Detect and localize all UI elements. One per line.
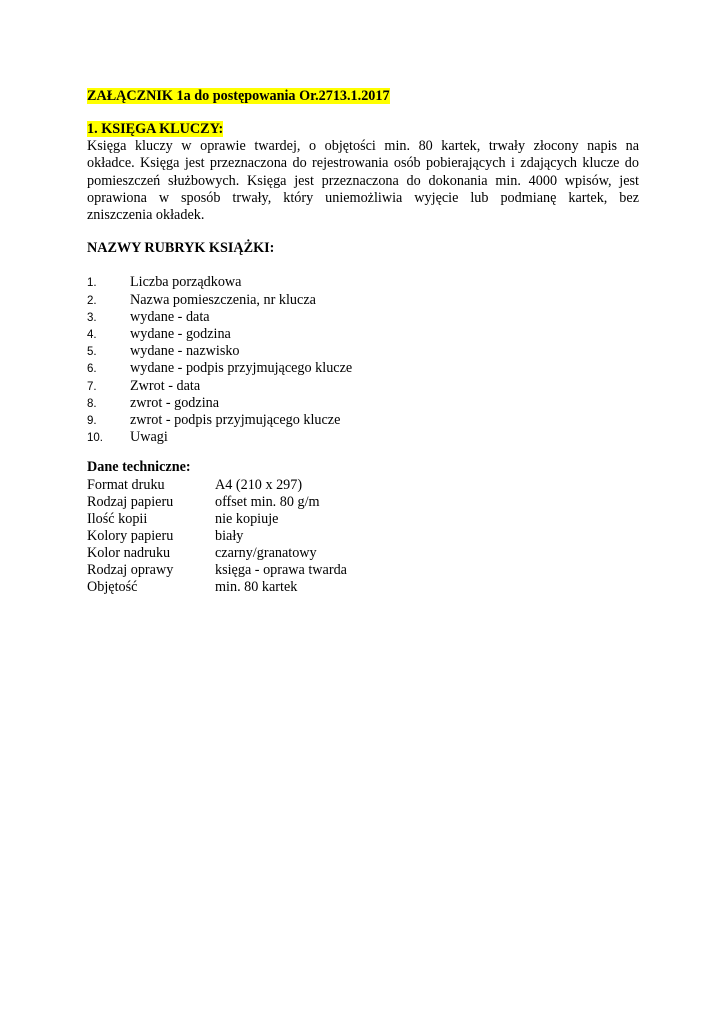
spec-row	[87, 528, 639, 545]
description-line: pomieszczeń służbowych. Księga jest przeznaczona do dokonania min. 4000 wpisów, jest	[87, 172, 639, 189]
list-item-number: 5.	[87, 346, 97, 359]
document-title: ZAŁĄCZNIK 1a do postępowania Or.2713.1.2017	[87, 88, 390, 104]
spec-key: Format druku	[87, 476, 165, 493]
spec-value: nie kopiuje	[215, 510, 279, 527]
list-item	[87, 395, 639, 412]
list-item-label: zwrot - godzina	[130, 394, 220, 411]
list-item-label: zwrot - podpis przyjmującego klucze	[130, 411, 341, 428]
list-item	[87, 360, 639, 377]
spec-row	[87, 511, 639, 528]
list-item-label: wydane - nazwisko	[130, 343, 240, 360]
list-item-label: Zwrot - data	[130, 377, 201, 394]
list-item	[87, 429, 639, 446]
spec-key: Kolory papieru	[87, 527, 174, 544]
section-heading: 1. KSIĘGA KLUCZY:	[87, 121, 224, 137]
description-line: zniszczenia okładek.	[87, 207, 205, 224]
spec-row	[87, 477, 639, 494]
spec-row	[87, 562, 639, 579]
spec-key: Rodzaj papieru	[87, 493, 174, 510]
spec-value: księga - oprawa twarda	[215, 561, 347, 578]
list-item-label: wydane - data	[130, 308, 210, 325]
list-item	[87, 326, 639, 343]
columns-list	[87, 274, 639, 446]
list-item-number: 1.	[87, 277, 97, 290]
tech-specs-table	[87, 477, 639, 597]
spec-value: A4 (210 x 297)	[215, 476, 303, 493]
spec-value: min. 80 kartek	[215, 579, 298, 596]
list-item	[87, 274, 639, 291]
list-item-number: 8.	[87, 397, 97, 410]
spec-value: offset min. 80 g/m	[215, 493, 320, 510]
list-item-number: 6.	[87, 363, 97, 376]
spec-key: Rodzaj oprawy	[87, 561, 174, 578]
list-item	[87, 309, 639, 326]
list-item	[87, 412, 639, 429]
list-item-number: 7.	[87, 380, 97, 393]
document-title-line	[87, 88, 639, 105]
spec-key: Ilość kopii	[87, 510, 148, 527]
list-item-number: 4.	[87, 328, 97, 341]
spec-key: Objętość	[87, 579, 138, 596]
description-paragraph	[87, 138, 639, 224]
spec-value: biały	[215, 527, 244, 544]
description-line: Księga kluczy w oprawie twardej, o objętości min. 80 kartek, trwały złocony napis na	[87, 138, 639, 155]
columns-title: NAZWY RUBRYK KSIĄŻKI:	[87, 240, 275, 257]
spec-row	[87, 579, 639, 596]
list-item-label: Liczba porządkowa	[130, 274, 242, 291]
spec-row	[87, 494, 639, 511]
list-item-label: wydane - godzina	[130, 325, 231, 342]
list-item-number: 3.	[87, 311, 97, 324]
list-item-number: 2.	[87, 294, 97, 307]
document-page	[87, 88, 639, 596]
description-line: oprawiona w sposób trwały, który uniemożliwia wyjęcie lub podmianę kartek, bez	[87, 189, 639, 206]
list-item	[87, 343, 639, 360]
list-item-number: 10.	[87, 432, 103, 445]
spec-key: Kolor nadruku	[87, 544, 171, 561]
section-heading-line	[87, 121, 639, 138]
list-item	[87, 378, 639, 395]
list-item-label: Nazwa pomieszczenia, nr klucza	[130, 291, 316, 308]
list-item	[87, 292, 639, 309]
list-item-label: wydane - podpis przyjmującego klucze	[130, 360, 353, 377]
spec-value: czarny/granatowy	[215, 544, 317, 561]
tech-specs-title: Dane techniczne:	[87, 459, 191, 476]
list-item-number: 9.	[87, 414, 97, 427]
list-item-label: Uwagi	[130, 429, 168, 446]
description-line: okładce. Księga jest przeznaczona do rejestrowania osób pobierających i zdających klucze do	[87, 155, 639, 172]
spec-row	[87, 545, 639, 562]
